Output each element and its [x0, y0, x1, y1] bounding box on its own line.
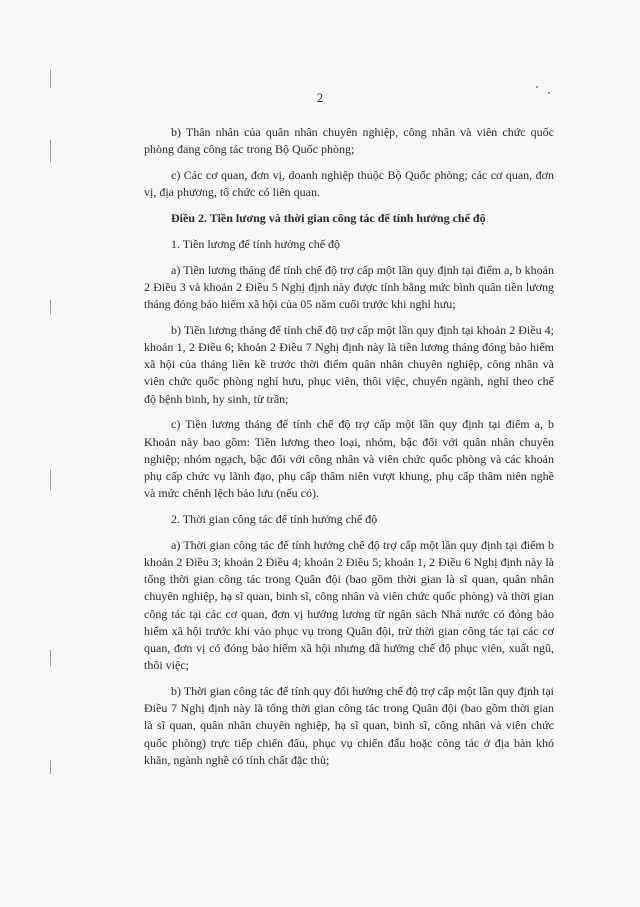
document-body	[144, 124, 554, 778]
scan-speck	[536, 86, 538, 88]
paragraph-1c: c) Các cơ quan, đơn vị, doanh nghiệp thuộc Bộ Quốc phòng; các cơ quan, đơn vị, địa phương, tổ chức có liên quan.	[144, 168, 554, 200]
paragraph-salary-a: a) Tiền lương tháng để tính chế độ trợ cấp một lần quy định tại điểm a, b khoản 2 Điều 3 và khoản 2 Điều 5 Nghị định này được tính bằng mức bình quân tiền lương tháng đóng bảo hiểm xã hội của 05 năm cuối trước khi nghỉ hưu;	[144, 262, 554, 311]
paragraph-1b: b) Thân nhân của quân nhân chuyên nghiệp, công nhân và viên chức quốc phòng đang công tác trong Bộ Quốc phòng;	[144, 125, 554, 157]
paragraph-service-time-b: b) Thời gian công tác để tính quy đổi hưởng chế độ trợ cấp một lần quy định tại Điều 7 Nghị định này là tổng thời gian công tác trong Quân đội (bao gồm thời gian là sĩ quan, quân nhân chuyên nghiệp, hạ sĩ quan, binh sĩ, công nhân và viên chức quốc phòng) trực tiếp chiến đấu, phục vụ chiến đấu hoặc công tác ở địa bàn khó khăn, ngành nghề có tính chất đặc thù;	[144, 684, 554, 767]
section-1-heading: 1. Tiền lương để tính hưởng chế độ	[171, 236, 341, 251]
paragraph-salary-b: b) Tiền lương tháng để tính chế độ trợ cấp một lần quy định tại khoản 2 Điều 4; khoản 1, 2 Điều 6; khoản 2 Điều 7 Nghị định này là tiền lương tháng đóng bảo hiểm xã hội của tháng liền kề trước thời điểm quân nhân chuyên nghiệp, công nhân và viên chức quốc phòng nghỉ hưu, phục viên, thôi việc, chuyển ngành, nghỉ theo chế độ bệnh binh, hy sinh, từ trần;	[144, 322, 554, 406]
page-number: 2	[316, 90, 324, 105]
scan-margin-mark	[50, 470, 51, 490]
scan-margin-mark	[50, 140, 51, 162]
article-2-heading: Điều 2. Tiền lương và thời gian công tác để tính hưởng chế độ	[171, 211, 486, 225]
paragraph-service-time-a: a) Thời gian công tác để tính hưởng chế độ trợ cấp một lần quy định tại điểm b khoản 2 Điều 3; khoản 2 Điều 4; khoản 2 Điều 5; khoản 1, 2 Điều 6 Nghị định này là tổng thời gian công tác trong Quân đội (bao gồm thời gian là sĩ quan, quân nhân chuyên nghiệp, hạ sĩ quan, binh sĩ, công nhân và viên chức quốc phòng) và thời gian công tác tại các cơ quan, đơn vị hưởng lương từ ngân sách Nhà nước có đóng bảo hiểm xã hội trước khi vào phục vụ trong Quân đội, trừ thời gian công tác tại các cơ quan, đơn vị có đóng bảo hiểm xã hội nhưng đã hưởng chế độ phục viên, xuất ngũ, thôi việc;	[144, 537, 554, 673]
scan-margin-mark	[50, 760, 51, 774]
scan-margin-mark	[50, 650, 51, 666]
scan-margin-mark	[50, 70, 51, 88]
scan-margin-mark	[50, 300, 51, 314]
paragraph-salary-c: c) Tiền lương tháng để tính chế độ trợ cấp một lần quy định tại điểm a, b Khoản này bao gồm: Tiền lương theo loại, nhóm, bậc đối với quân nhân chuyên nghiệp; nhóm ngạch, bậc đối với công nhân và viên chức quốc phòng và các khoản phụ cấp chức vụ lãnh đạo, phụ cấp thâm niên vượt khung, phụ cấp thâm niên nghề và mức chênh lệch bảo lưu (nếu có).	[144, 417, 554, 501]
section-2-heading: 2. Thời gian công tác để tính hưởng chế độ	[171, 512, 378, 527]
